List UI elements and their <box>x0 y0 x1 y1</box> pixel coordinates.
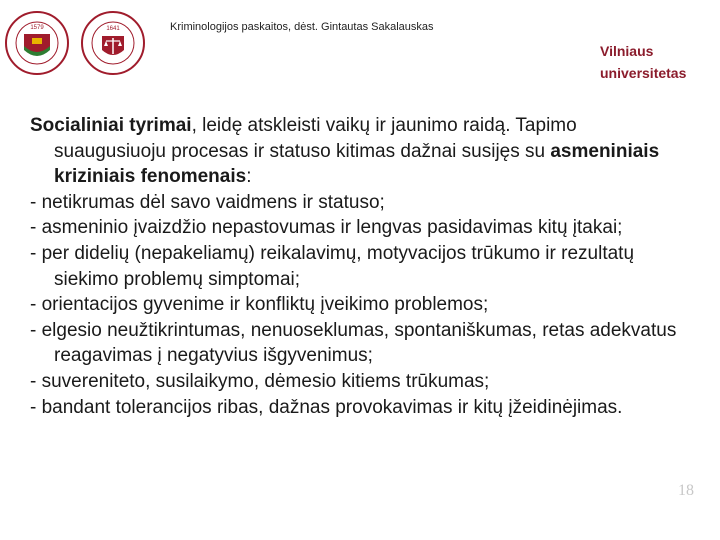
slide-body <box>30 113 690 420</box>
intro-bold-phrase: asmeniniais kriziniais fenomenais <box>54 140 660 188</box>
list-item: - elgesio neužtikrintumas, nenuoseklumas, spontaniškumas, retas adekvatus reagavimas į negatyvius išgyvenimus; <box>30 319 677 367</box>
seal-year-text: 1579 <box>30 25 44 31</box>
brand-line-1: Vilniaus <box>600 43 654 59</box>
list-item: - asmeninio įvaizdžio nepastovumas ir lengvas pasidavimas kitų įtakai; <box>30 217 623 239</box>
list-item: - orientacijos gyvenime ir konfliktų įveikimo problemos; <box>30 294 489 316</box>
intro-text: , leidę atskleisti vaikų ir jaunimo raidą. Tapimo suaugusiuoju procesas ir statuso kitimas dažnai susijęs su <box>54 115 577 162</box>
list-item: - bandant tolerancijos ribas, dažnas provokavimas ir kitų įžeidinėjimas. <box>30 396 623 418</box>
list-item: - netikrumas dėl savo vaidmens ir statuso; <box>30 191 385 213</box>
faculty-seal-logo <box>80 10 146 76</box>
header-title: Kriminologijos paskaitos, dėst. Gintautas Sakalauskas <box>170 21 434 33</box>
intro-colon: : <box>246 166 252 188</box>
page-number: 18 <box>678 482 694 499</box>
university-seal-logo <box>4 10 70 76</box>
brand-line-2: universitetas <box>600 65 687 81</box>
list-item: - suvereniteto, susilaikymo, dėmesio kitiems trūkumas; <box>30 370 490 392</box>
brand-wordmark <box>600 40 686 84</box>
seal-year-text: 1641 <box>106 26 120 32</box>
intro-paragraph <box>30 113 690 190</box>
list-item: - per didelių (nepakeliamų) reikalavimų, motyvacijos trūkumo ir rezultatų siekimo problemų simptomai; <box>30 242 635 290</box>
intro-bold-term: Socialiniai tyrimai <box>30 115 192 136</box>
